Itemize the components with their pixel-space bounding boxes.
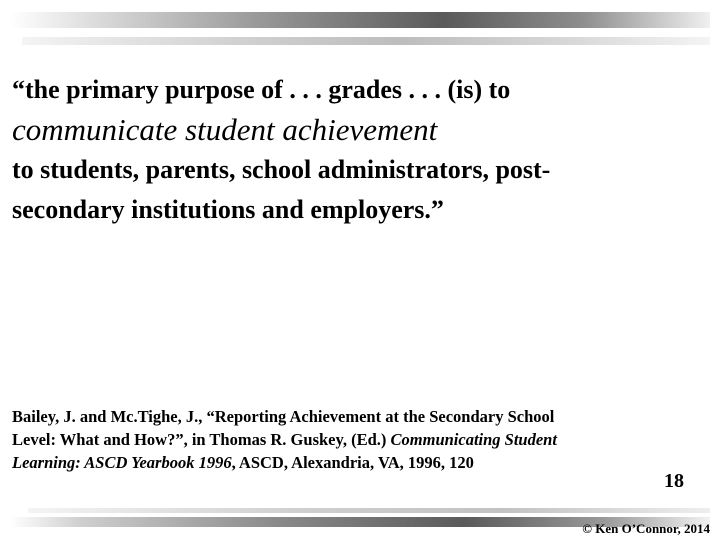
citation-yearbook-italic: Learning: ASCD Yearbook 1996 [12, 453, 232, 472]
quote-line-3: to students, parents, school administrators, post- [12, 155, 551, 184]
page-number: 18 [664, 470, 684, 492]
copyright-notice: © Ken O’Connor, 2014 [582, 521, 710, 536]
bottom-decorative-thin-bar [28, 508, 710, 513]
citation-line-2 [12, 428, 702, 451]
quote-block [12, 70, 702, 230]
quote-line-4: secondary institutions and employers.” [12, 195, 444, 224]
citation-line-3 [12, 451, 702, 474]
citation-publisher: , ASCD, Alexandria, VA, 1996, 120 [231, 453, 474, 472]
top-decorative-bar [10, 12, 710, 28]
citation-block [12, 405, 702, 474]
citation-line-1: Bailey, J. and Mc.Tighe, J., “Reporting Achievement at the Secondary School [12, 407, 555, 426]
quote-line-1: “the primary purpose of . . . grades . . . (is) to [12, 75, 511, 104]
quote-emphasis: communicate student achievement [12, 112, 438, 147]
top-decorative-thin-bar [22, 37, 710, 45]
citation-text: Level: What and How?”, in Thomas R. Guskey, (Ed.) [12, 430, 391, 449]
citation-title-italic: Communicating Student [390, 430, 557, 449]
